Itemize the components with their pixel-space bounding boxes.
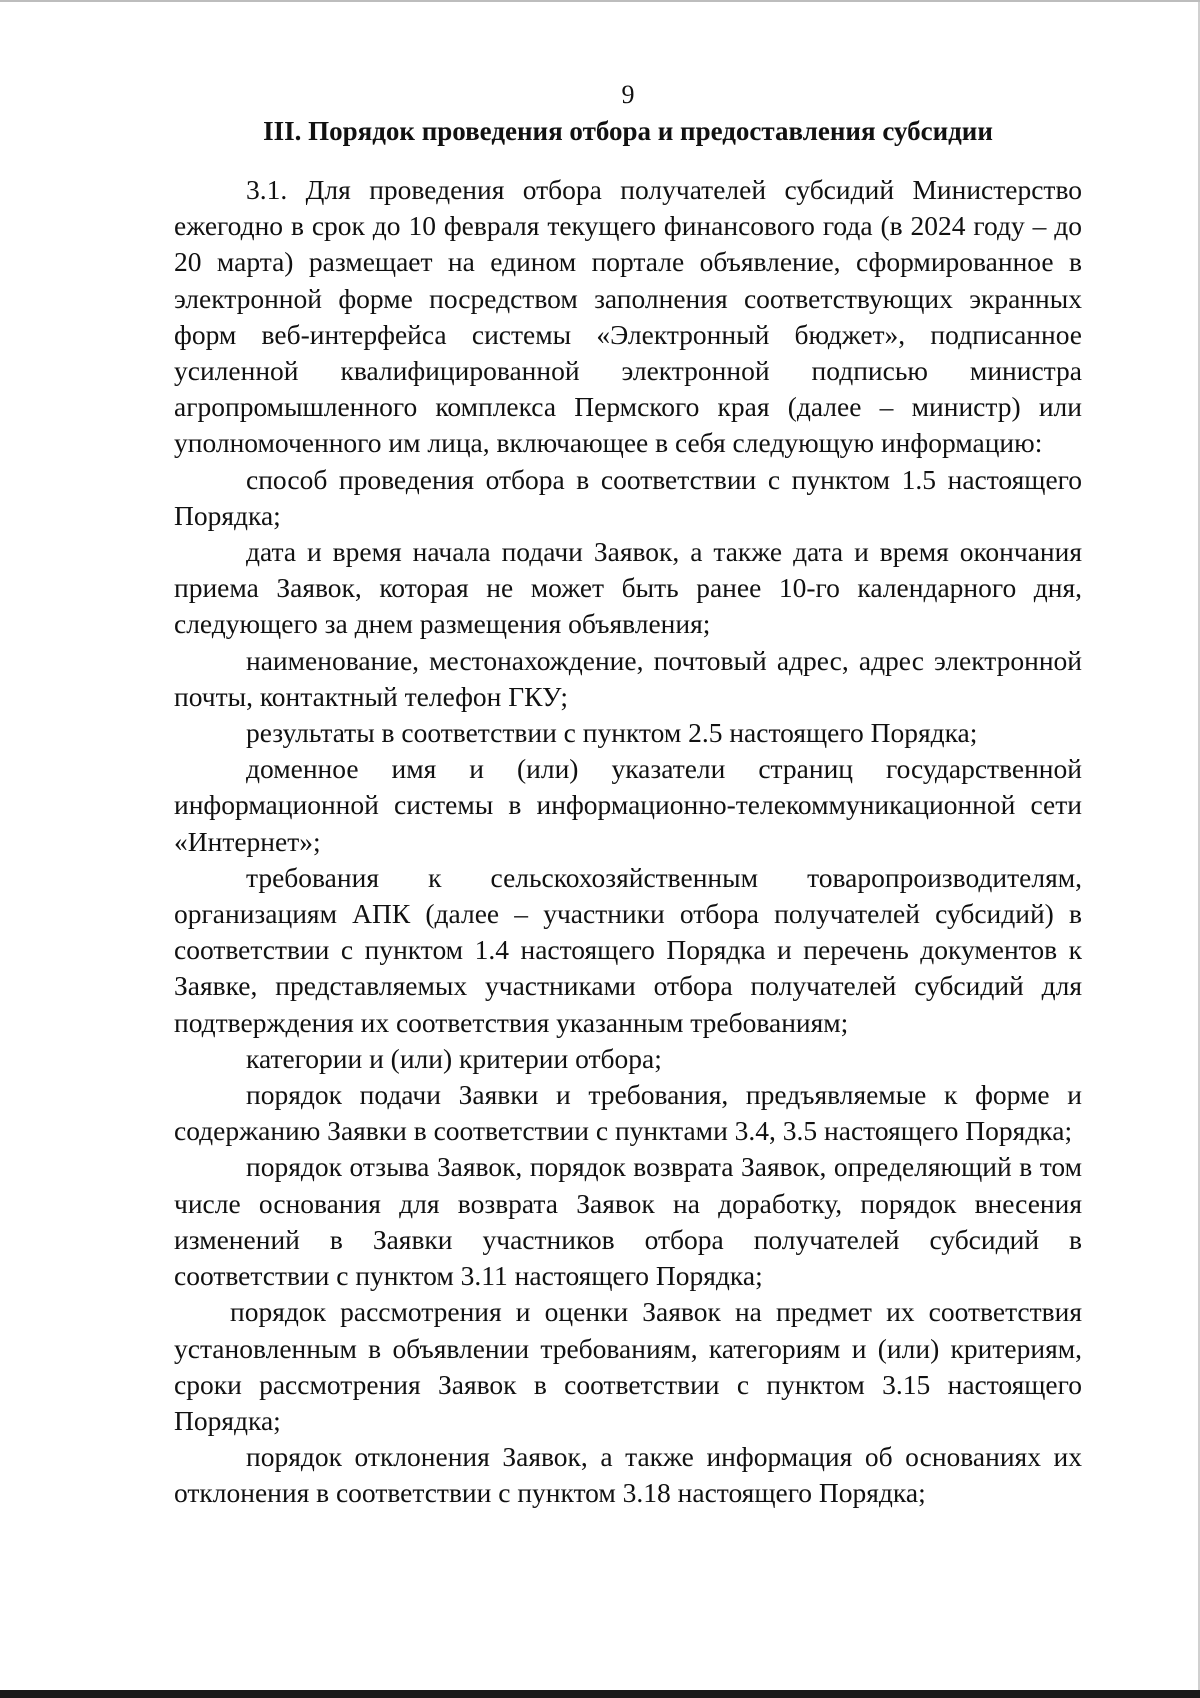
paragraph-3-1: 3.1. Для проведения отбора получателей субсидий Министерство ежегодно в срок до 10 февраля текущего финансового года (в 2024 году – до 20 марта) размещает на едином портале объявление, сформированное в электронной форме посредством заполнения соответствующих экранных форм веб-интерфейса системы «Электронный бюджет», подписанное усиленной квалифицированной электронной подписью министра агропромышленного комплекса Пермского края (далее – министр) или уполномоченного им лица, включающее в себя следующую информацию:	[174, 174, 1082, 459]
page-number: 9	[621, 80, 635, 109]
paragraph-rejection-procedure: порядок отклонения Заявок, а также информация об основаниях их отклонения в соответствии с пунктом 3.18 настоящего Порядка;	[174, 1441, 1082, 1509]
paragraph-categories: категории и (или) критерии отбора;	[246, 1042, 662, 1074]
paragraph-application-dates: дата и время начала подачи Заявок, а также дата и время окончания приема Заявок, которая не может быть ранее 10-го календарного дня, следующего за днем размещения объявления;	[174, 536, 1082, 640]
paragraph-submission-procedure: порядок подачи Заявки и требования, предъявляемые к форме и содержанию Заявки в соответствии с пунктами 3.4, 3.5 настоящего Порядка;	[174, 1079, 1082, 1147]
document-body	[174, 172, 1082, 1512]
paragraph-withdrawal-procedure: порядок отзыва Заявок, порядок возврата Заявок, определяющий в том числе основания для возврата Заявок на доработку, порядок внесения изменений в Заявки участников отбора получателей субсидий в соответствии с пунктом 3.11 настоящего Порядка;	[174, 1151, 1082, 1292]
paragraph-results: результаты в соответствии с пунктом 2.5 настоящего Порядка;	[246, 717, 978, 749]
paragraph-contact-info: наименование, местонахождение, почтовый адрес, адрес электронной почты, контактный телефон ГКУ;	[174, 644, 1082, 712]
paragraph-selection-method: способ проведения отбора в соответствии с пунктом 1.5 настоящего Порядка;	[174, 463, 1082, 531]
paragraph-domain-name: доменное имя и (или) указатели страниц государственной информационной системы в информационно-телекоммуникационной сети «Интернет»;	[174, 753, 1082, 857]
scan-bottom-edge	[0, 1690, 1200, 1698]
section-title: III. Порядок проведения отбора и предоставления субсидии	[263, 116, 993, 146]
paragraph-review-procedure: порядок рассмотрения и оценки Заявок на предмет их соответствия установленным в объявлении требованиям, категориям и (или) критериям, сроки рассмотрения Заявок в соответствии с пунктом 3.15 настоящего Порядка;	[174, 1296, 1082, 1436]
paragraph-requirements: требования к сельскохозяйственным товаропроизводителям, организациям АПК (далее – участники отбора получателей субсидий) в соответствии с пунктом 1.4 настоящего Порядка и перечень документов к Заявке, представляемых участниками отбора получателей субсидий для подтверждения их соответствия указанным требованиям;	[174, 861, 1082, 1038]
